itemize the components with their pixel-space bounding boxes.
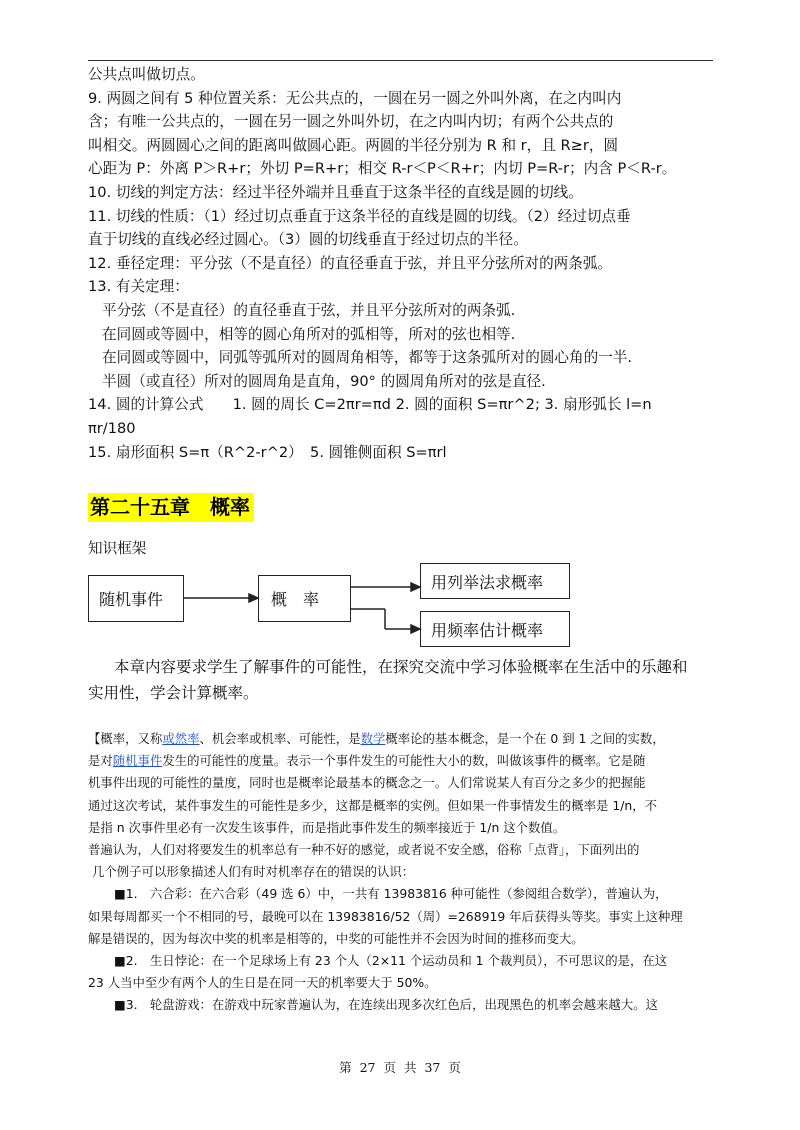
bullet-line: ■2. 生日悖论：在一个足球场上有 23 个人（2×11 个运动员和 1 个裁判员），不可思议的是，在这 <box>114 953 668 969</box>
text-line: 13. 有关定理： <box>88 278 189 296</box>
theorem-line: 半圆（或直径）所对的圆周角是直角，90° 的圆周角所对的弦是直径. <box>102 372 546 390</box>
bullet-line: ■3. 轮盘游戏：在游戏中玩家普遍认为，在连续出现多次红色后，出现黑色的机率会越来越大。这 <box>114 997 658 1013</box>
box-probability: 概 率 <box>258 575 351 622</box>
bullet-line: ■1. 六合彩：在六合彩（49 选 6）中，一共有 13983816 种可能性（参阅组合数学），普遍认为， <box>114 886 668 902</box>
text-line: 12. 垂径定理：平分弦（不是直径）的直径垂直于弦，并且平分弦所对的两条弧。 <box>88 254 613 272</box>
text-line: 几个例子可以形象描述人们有时对机率存在的错误的认识： <box>92 864 415 880</box>
text-line: 是指 n 次事件里必有一次发生该事件，而是指此事件发生的频率接近于 1/n 这个数值。 <box>88 819 566 835</box>
text-line: 叫相交。两圆圆心之间的距离叫做圆心距。两圆的半径分别为 R 和 r，且 R≥r，圆 <box>88 136 619 154</box>
footer-text: 页 <box>383 1060 396 1075</box>
text-line: 9. 两圆之间有 5 种位置关系：无公共点的，一圆在另一圆之外叫外离，在之内叫内 <box>88 89 622 107</box>
text-line: 通过这次考试，某件事发生的可能性是多少，这都是概率的实例。但如果一件事情发生的概率是 1/n，不 <box>88 797 658 813</box>
theorem-line: 在同圆或等圆中，相等的圆心角所对的弧相等，所对的弦也相等. <box>102 325 516 343</box>
bullet-line: 解是错误的，因为每次中奖的机率是相等的，中奖的可能性并不会因为时间的推移而变大。 <box>88 930 584 946</box>
probability-paragraph <box>88 728 713 1017</box>
chapter-title: 第二十五章 概率 <box>88 493 254 522</box>
text-line <box>88 728 713 750</box>
bullet-line: 23 人当中至少有两个人的生日是在同一天的机率要大于 50%。 <box>88 975 437 991</box>
footer-text: 页 <box>448 1060 461 1075</box>
arrow-head <box>411 583 420 591</box>
chapter-intro <box>88 654 713 706</box>
link-chance-rate[interactable]: 或然率 <box>162 731 200 746</box>
page-footer <box>0 1058 800 1076</box>
text-span: 【概率，又称 <box>88 731 163 746</box>
text-span: 概率论的基本概念，是一个在 0 到 1 之间的实数， <box>385 731 665 746</box>
bullet-line: 如果每周都买一个不相同的号，最晚可以在 13983816/52（周）=268919 年后获得头等奖。事实上这种理 <box>88 908 683 924</box>
theorem-line: 平分弦（不是直径）的直径垂直于弦，并且平分弦所对的两条弧. <box>102 301 516 319</box>
footer-text: 共 <box>403 1060 417 1075</box>
text-line: 10. 切线的判定方法：经过半径外端并且垂直于这条半径的直线是圆的切线。 <box>88 183 583 201</box>
box-enumeration: 用列举法求概率 <box>420 563 570 599</box>
footer-text: 第 <box>339 1060 352 1075</box>
text-line: 公共点叫做切点。 <box>88 66 205 83</box>
text-line <box>88 750 713 772</box>
text-span: 是对 <box>88 753 113 769</box>
link-mathematics[interactable]: 数学 <box>360 731 386 746</box>
text-line: 本章内容要求学生了解事件的可能性，在探究交流中学习体验概率在生活中的乐趣和 <box>114 658 688 676</box>
text-span: 发生的可能性的度量。表示一个事件发生的可能性大小的数，叫做该事件的概率。它是随 <box>162 753 646 769</box>
box-random-event: 随机事件 <box>88 575 184 622</box>
text-line: 机事件出现的可能性的量度，同时也是概率论最基本的概念之一。人们常说某人有百分之多少的把握能 <box>88 775 646 791</box>
text-line: 实用性，学会计算概率。 <box>88 684 259 702</box>
formula-line: 15. 扇形面积 S=π（R^2-r^2） 5. 圆锥侧面积 S=πrl <box>88 443 447 461</box>
theorem-line: 在同圆或等圆中，同弧等弧所对的圆周角相等，都等于这条弧所对的圆心角的一半. <box>102 349 633 367</box>
text-span: 、机会率或机率、可能性，是 <box>199 731 361 746</box>
link-random-event[interactable]: 随机事件 <box>112 753 163 769</box>
text-line: 直于切线的直线必经过圆心。（3）圆的切线垂直于经过切点的半径。 <box>88 231 528 249</box>
box-frequency: 用频率估计概率 <box>420 611 570 647</box>
text-line: 11. 切线的性质：（1）经过切点垂直于这条半径的直线是圆的切线。（2）经过切点垂 <box>88 207 631 225</box>
arrow-head <box>249 594 258 602</box>
total-pages: 37 <box>424 1060 441 1075</box>
formula-line: 14. 圆的计算公式 1. 圆的周长 C=2πr=πd 2. 圆的面积 S=πr^2; 3. 扇形弧长 l=n <box>88 396 652 414</box>
arrow-head <box>411 625 420 633</box>
text-line: 普遍认为，人们对将要发生的机率总有一种不好的感觉，或者说不安全感，俗称「点背」，下面列出的 <box>88 842 640 858</box>
formula-line: πr/180 <box>88 419 136 437</box>
framework-label: 知识框架 <box>88 540 147 557</box>
text-line: 心距为 P：外离 P＞R+r；外切 P=R+r；相交 R-r＜P＜R+r；内切 P=R-r；内含 P＜R-r。 <box>88 160 677 178</box>
text-line: 含；有唯一公共点的，一圆在另一圆之外叫外切，在之内叫内切；有两个公共点的 <box>88 113 614 131</box>
page-number: 27 <box>359 1060 376 1075</box>
